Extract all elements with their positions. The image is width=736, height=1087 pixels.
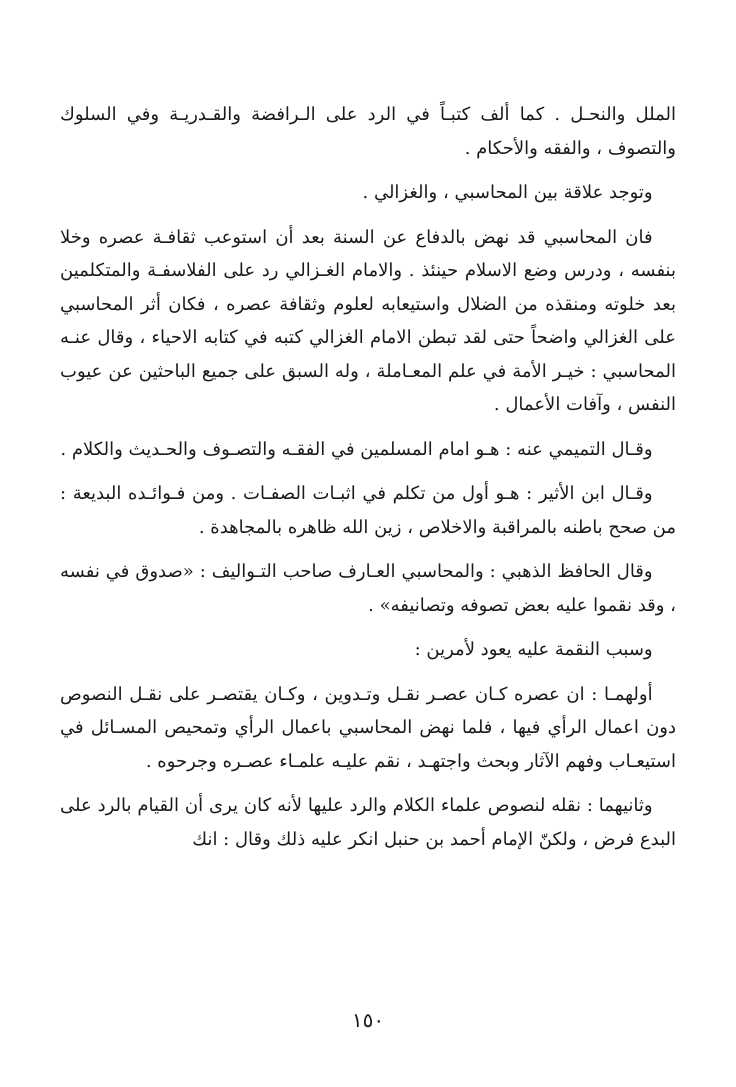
paragraph: وثانيهما : نقله لنصوص علماء الكلام والرد عليها لأنه كان يرى أن القيام بالرد على البدع فرض ، ولكنّ الإمام أحمد بن حنبل انكر عليه ذلك وقال : انك [60,795,676,850]
paragraph: وسبب النقمة عليه يعود لأمرين : [414,639,653,660]
paragraph: فان المحاسبي قد نهض بالدفاع عن السنة بعد أن استوعب ثقافـة عصره وخلا بنفسه ، ودرس وضع الاسلام حينئذ . والامام الغـزالي رد على الفلاسفـة والمتكلمين بعد خلوته ومنقذه من الضلال واستيعابه لعلوم وثقافة عصره ، فكان أثر المحاسبي على الغزالي واضحاً حتى لقد تبطن الامام الغزالي كتبه في كتابه الاحياء ، وقال عنـه المحاسبي : خيـر الأمة في علم المعـاملة ، وله السبق على جميع الباحثين عن عيوب النفس ، وآفات الأعمال . [60,226,676,415]
paragraph: وقـال ابن الأثير : هـو أول من تكلم في اثبـات الصفـات . ومن فـوائـده البديعة : من صحح باطنه بالمراقبة والاخلاص ، زين الله ظاهره بالمجاهدة . [60,483,676,538]
paragraph: أولهمـا : ان عصره كـان عصـر نقـل وتـدوين ، وكـان يقتصـر على نقـل النصوص دون اعمال الرأي فيها ، فلما نهض المحاسبي باعمال الرأي وتمحيص المسـائل في استيعـاب وفهم الآثار وبحث واجتهـد ، نقم عليـه علمـاء عصـره وجرحوه . [60,683,676,772]
paragraph: وتوجد علاقة بين المحاسبي ، والغزالي . [362,182,653,203]
paragraph: وقال الحافظ الذهبي : والمحاسبي العـارف صاحب التـواليف : «صدوق في نفسه ، وقد نقموا عليه بعض تصوفه وتصانيفه» . [60,561,676,616]
main-text [60,98,676,867]
page-number: ١٥٠ [351,1008,385,1032]
paragraph: وقـال التميمي عنه : هـو امام المسلمين في الفقـه والتصـوف والحـديث والكلام . [60,438,653,460]
paragraph: الملل والنحـل . كما ألف كتبـاً في الرد على الـرافضة والقـدريـة وفي السلوك والتصوف ، والفقه والأحكام . [60,104,676,159]
